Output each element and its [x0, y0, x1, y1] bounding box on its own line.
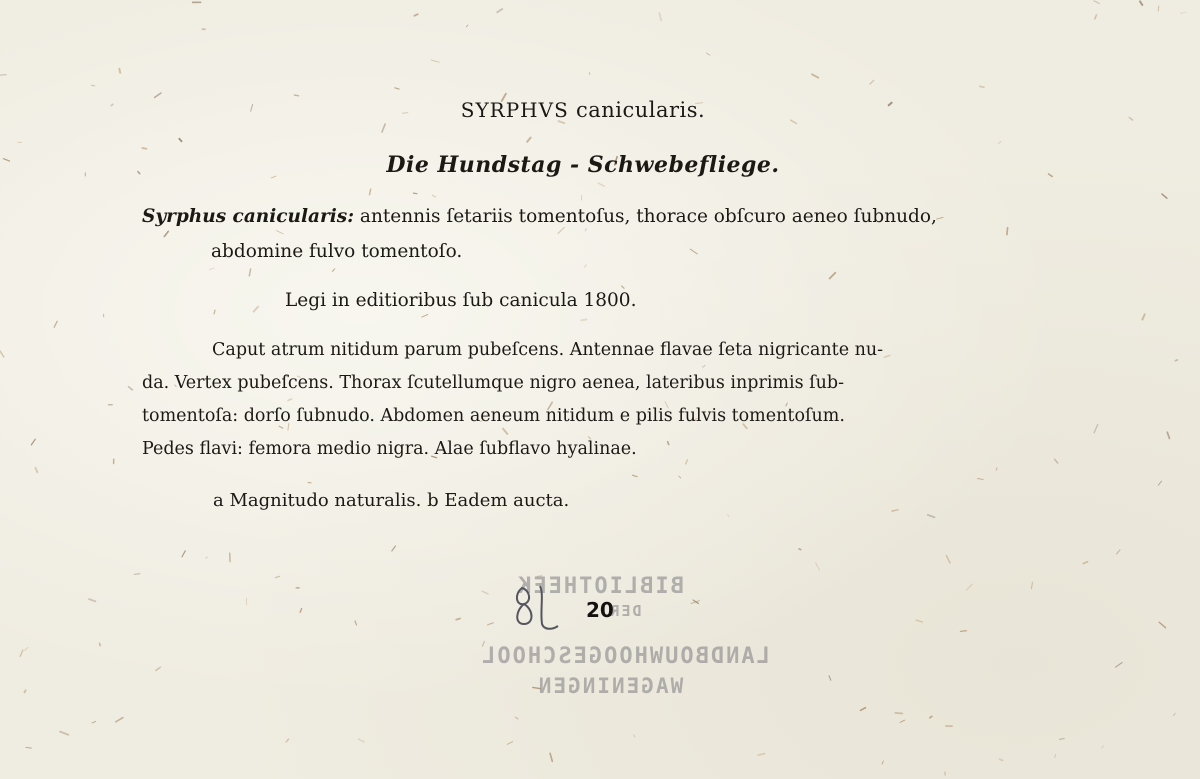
paper-fiber: [799, 549, 801, 550]
paper-fiber: [164, 231, 168, 236]
page-title: [0, 98, 1166, 122]
paper-fiber: [1000, 759, 1003, 760]
paper-fiber: [1167, 432, 1169, 438]
paper-fiber: [585, 229, 586, 231]
description-text-1: antennis ſetariis tomentoſus, thorace obſcuro aeneo ſubnudo,: [359, 206, 937, 227]
description-line-1: [142, 206, 937, 227]
paper-fiber: [116, 718, 123, 722]
paper-fiber: [892, 510, 898, 511]
paper-fiber: [431, 60, 439, 62]
paper-fiber: [142, 148, 146, 149]
paper-fiber: [422, 315, 428, 318]
paper-fiber: [35, 468, 37, 473]
paper-fiber: [1115, 663, 1122, 668]
paper-fiber: [129, 387, 133, 390]
paper-fiber: [1007, 228, 1008, 235]
paper-fiber: [1102, 746, 1104, 748]
paper-fiber: [686, 460, 688, 464]
paper-fiber: [703, 365, 705, 367]
paper-fiber: [1055, 755, 1056, 758]
paper-fiber: [206, 557, 208, 558]
paper-fiber: [275, 576, 279, 577]
page-number: 20: [586, 598, 614, 622]
paper-fiber: [156, 667, 160, 670]
paper-fiber: [497, 9, 502, 12]
paper-fiber: [214, 310, 215, 314]
paper-fiber: [286, 739, 288, 742]
paper-fiber: [100, 643, 101, 645]
paper-fiber: [432, 195, 435, 197]
paper-fiber: [288, 399, 292, 400]
paper-fiber: [413, 193, 417, 194]
paper-fiber: [870, 80, 874, 84]
paper-fiber: [466, 25, 468, 27]
paper-fiber: [294, 95, 298, 96]
paper-fiber: [1158, 6, 1159, 11]
paper-fiber: [507, 742, 512, 745]
paper-fiber: [633, 475, 638, 476]
paper-fiber: [249, 269, 250, 276]
paper-fiber: [254, 307, 259, 312]
paper-fiber: [0, 351, 4, 357]
paper-fiber: [119, 69, 120, 73]
paper-fiber: [937, 217, 943, 219]
paper-fiber: [134, 574, 139, 575]
paper-fiber: [928, 515, 935, 517]
paper-fiber: [930, 716, 932, 718]
paper-fiber: [961, 631, 967, 632]
paper-fiber: [92, 722, 96, 723]
species-name: Syrphus canicularis:: [142, 206, 355, 227]
paper-fiber: [634, 735, 635, 737]
paper-fiber: [884, 355, 890, 357]
stamp-line-1: BIBLIOTHEEK: [516, 574, 684, 599]
paper-fiber: [279, 426, 283, 428]
paper-fiber: [503, 429, 507, 434]
stamp-line-4: WAGENINGEN: [536, 674, 684, 698]
paper-fiber: [527, 138, 530, 142]
paper-fiber: [585, 265, 587, 267]
paper-fiber: [359, 739, 365, 742]
body-line-3: tomentoſa: dorſo ſubnudo. Abdomen aeneum nitidum e pilis fulvis tomentoſum.: [142, 406, 845, 426]
paper-fiber: [690, 249, 697, 254]
paper-fiber: [558, 228, 564, 234]
paper-fiber: [54, 321, 57, 327]
paper-fiber: [332, 269, 334, 272]
paper-fiber: [1174, 713, 1176, 715]
paper-fiber: [25, 690, 26, 692]
paper-fiber: [392, 546, 396, 551]
paper-fiber: [900, 720, 905, 722]
paper-fiber: [999, 141, 1001, 143]
paper-fiber: [861, 708, 866, 711]
paper-fiber: [209, 268, 214, 270]
paper-fiber: [1083, 562, 1087, 564]
paper-fiber: [276, 231, 283, 234]
paper-fiber: [179, 139, 181, 142]
paper-fiber: [758, 754, 765, 756]
paper-fiber: [1158, 481, 1161, 485]
handwritten-mark: [510, 580, 560, 640]
paper-fiber: [707, 53, 710, 55]
paper-fiber: [1140, 1, 1142, 5]
paper-fiber: [382, 124, 385, 132]
paper-fiber: [182, 551, 185, 557]
paper-fiber: [26, 747, 32, 748]
figure-caption: a Magnitudo naturalis. b Eadem aucta.: [213, 490, 570, 511]
title-genus: SYRPHVS: [460, 98, 569, 122]
paper-fiber: [1031, 582, 1032, 588]
paper-fiber: [300, 609, 301, 613]
title-species: canicularis.: [575, 98, 706, 122]
paper-fiber: [668, 442, 669, 445]
body-line-4: Pedes flavi: femora medio nigra. Alae ſubflavo hyalinae.: [142, 439, 637, 459]
description-line-2: abdomine fulvo tomentoſo.: [211, 241, 463, 262]
paper-fiber: [60, 732, 68, 735]
paper-fiber: [996, 468, 997, 470]
paper-fiber: [1060, 739, 1065, 740]
paper-fiber: [1055, 459, 1058, 463]
paper-fiber: [31, 439, 35, 445]
paper-fiber: [816, 563, 820, 571]
paper-fiber: [89, 599, 95, 601]
paper-fiber: [25, 648, 28, 651]
paper-fiber: [370, 189, 371, 195]
library-stamp: [455, 570, 795, 710]
paper-fiber: [946, 556, 950, 563]
paper-fiber: [1175, 360, 1177, 361]
paper-fiber: [92, 85, 95, 86]
paper-fiber: [967, 584, 973, 590]
stamp-line-3: LANDBOUWHOOGESCHOOL: [480, 644, 770, 669]
paper-fiber: [1180, 12, 1185, 13]
paper-fiber: [830, 273, 836, 279]
paper-fiber: [355, 621, 357, 625]
paper-fiber: [395, 88, 399, 89]
paper-fiber: [896, 713, 903, 714]
paper-fiber: [550, 753, 552, 761]
paper-fiber: [812, 74, 818, 77]
paper-fiber: [1094, 425, 1098, 433]
paper-fiber: [1095, 15, 1097, 19]
paper-fiber: [659, 13, 661, 20]
paper-fiber: [728, 514, 729, 517]
paper-fiber: [679, 476, 681, 478]
paper-fiber: [1142, 314, 1144, 319]
paper-fiber: [515, 717, 518, 719]
paper-fiber: [882, 761, 884, 764]
body-line-1: Caput atrum nitidum parum pubeſcens. Antennae flavae ſeta nigricante nu-: [212, 340, 884, 360]
paper-fiber: [916, 620, 923, 622]
paper-fiber: [155, 93, 162, 98]
paper-fiber: [977, 479, 983, 480]
paper-fiber: [1159, 622, 1165, 628]
collection-note: Legi in editioribus ſub canicula 1800.: [285, 290, 637, 311]
paper-fiber: [1117, 550, 1120, 554]
paper-fiber: [20, 650, 23, 656]
paper-fiber: [414, 14, 417, 16]
paper-fiber: [598, 183, 604, 186]
paper-fiber: [581, 319, 586, 320]
stamp-line-2: DER: [608, 602, 642, 620]
page-subtitle: Die Hundstag - Schwebefliege.: [386, 152, 780, 178]
paper-fiber: [1162, 194, 1167, 198]
body-line-2: da. Vertex pubeſcens. Thorax ſcutellumque nigro aenea, lateribus inprimis ſub-: [142, 373, 845, 393]
paper-fiber: [1094, 1, 1099, 4]
paper-fiber: [622, 286, 625, 288]
paper-fiber: [980, 86, 984, 87]
paper-fiber: [829, 676, 831, 681]
